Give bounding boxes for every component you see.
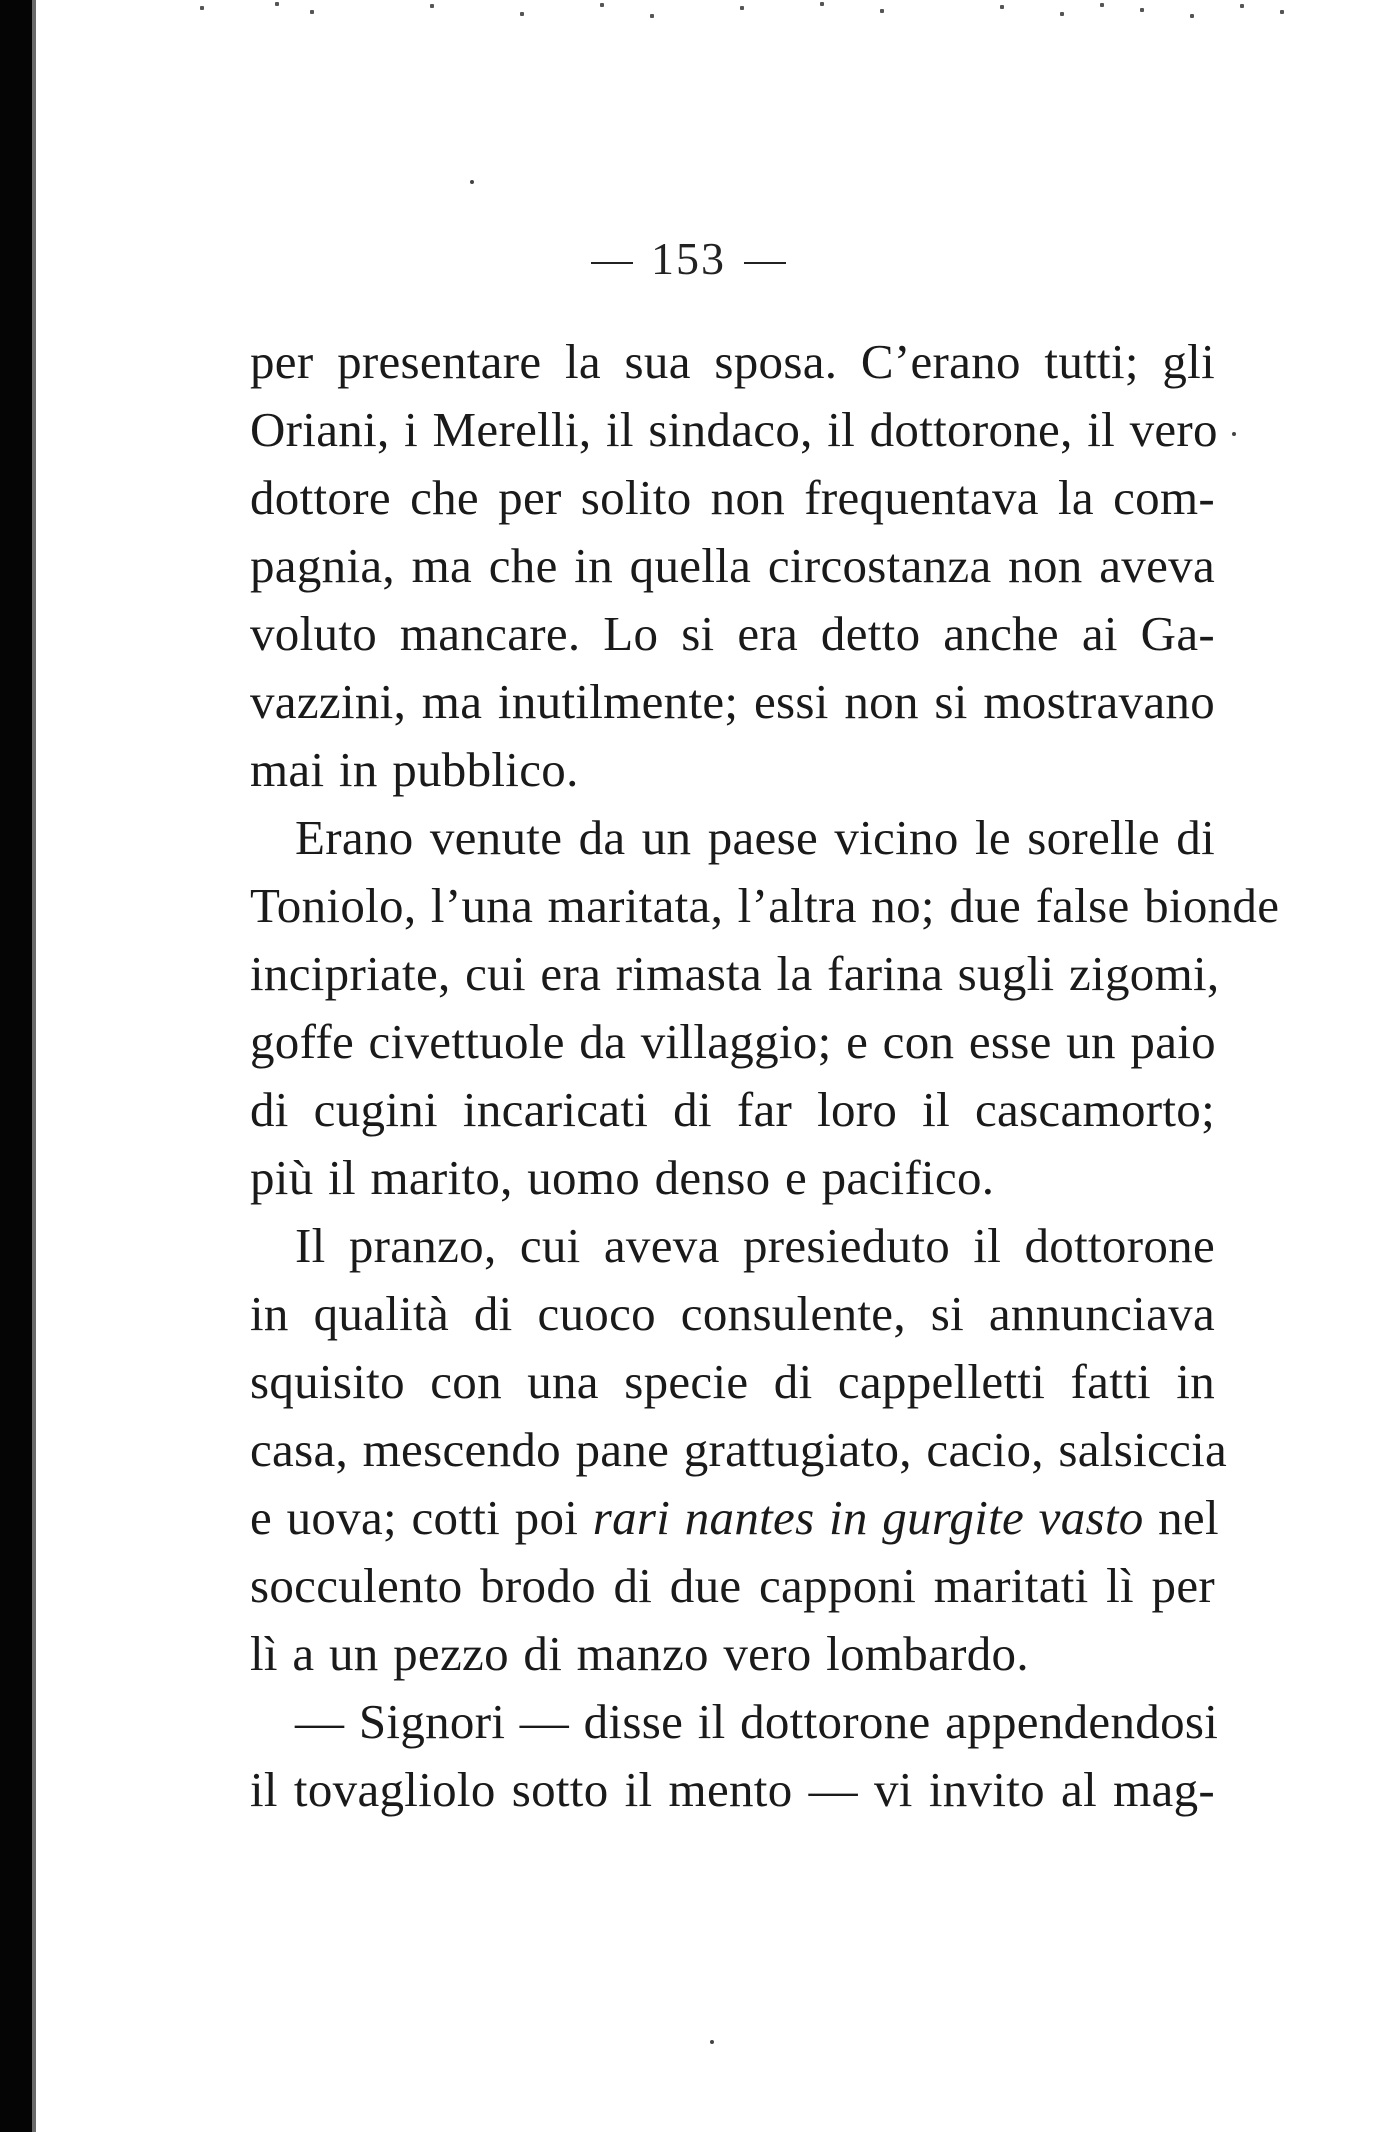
text-line-with-italic bbox=[250, 1484, 1219, 1552]
text-segment: nel bbox=[1143, 1490, 1219, 1545]
latin-quotation: rari nantes in gurgite vasto bbox=[592, 1490, 1144, 1545]
page-binding-shadow bbox=[32, 0, 36, 2132]
text-line: Il pranzo, cui aveva presieduto il dottorone bbox=[295, 1218, 1215, 1273]
margin-speck bbox=[1232, 432, 1236, 436]
scan-noise bbox=[180, 0, 1377, 30]
margin-speck bbox=[710, 2040, 714, 2044]
page-number bbox=[0, 232, 1377, 285]
text-line: il tovagliolo sotto il mento — vi invito al mag- bbox=[250, 1762, 1215, 1817]
text-line: pagnia, ma che in quella circostanza non aveva bbox=[250, 538, 1215, 593]
text-line: socculento brodo di due capponi maritati lì per bbox=[250, 1558, 1215, 1613]
text-line: in qualità di cuoco consulente, si annunciava bbox=[250, 1286, 1215, 1341]
text-line: di cugini incaricati di far loro il cascamorto; bbox=[250, 1082, 1215, 1137]
text-line: casa, mescendo pane grattugiato, cacio, salsiccia bbox=[250, 1422, 1228, 1477]
text-line: incipriate, cui era rimasta la farina sugli zigomi, bbox=[250, 946, 1220, 1001]
text-line: dottore che per solito non frequentava la com- bbox=[250, 470, 1215, 525]
text-line: mai in pubblico. bbox=[250, 742, 579, 797]
text-segment: e uova; cotti poi bbox=[250, 1490, 593, 1545]
page-number-value: 153 bbox=[651, 233, 726, 284]
text-line: Erano venute da un paese vicino le sorelle di bbox=[295, 810, 1215, 865]
text-line: Oriani, i Merelli, il sindaco, il dottorone, il vero bbox=[250, 402, 1218, 457]
text-line: squisito con una specie di cappelletti fatti in bbox=[250, 1354, 1215, 1409]
text-line: più il marito, uomo denso e pacifico. bbox=[250, 1150, 995, 1205]
page-number-right-dash bbox=[744, 262, 786, 264]
text-line: per presentare la sua sposa. C’erano tutti; gli bbox=[250, 334, 1215, 389]
page-number-left-dash bbox=[591, 262, 633, 264]
text-line: lì a un pezzo di manzo vero lombardo. bbox=[250, 1626, 1029, 1681]
text-line: voluto mancare. Lo si era detto anche ai Ga- bbox=[250, 606, 1215, 661]
text-line: vazzini, ma inutilmente; essi non si mostravano bbox=[250, 674, 1215, 729]
text-line: Toniolo, l’una maritata, l’altra no; due false bionde bbox=[250, 878, 1280, 933]
page-binding-edge bbox=[0, 0, 32, 2132]
body-text bbox=[250, 328, 1280, 1824]
text-line: goffe civettuole da villaggio; e con esse un paio bbox=[250, 1014, 1216, 1069]
text-line: — Signori — disse il dottorone appendendosi bbox=[295, 1694, 1219, 1749]
margin-speck bbox=[470, 180, 474, 184]
